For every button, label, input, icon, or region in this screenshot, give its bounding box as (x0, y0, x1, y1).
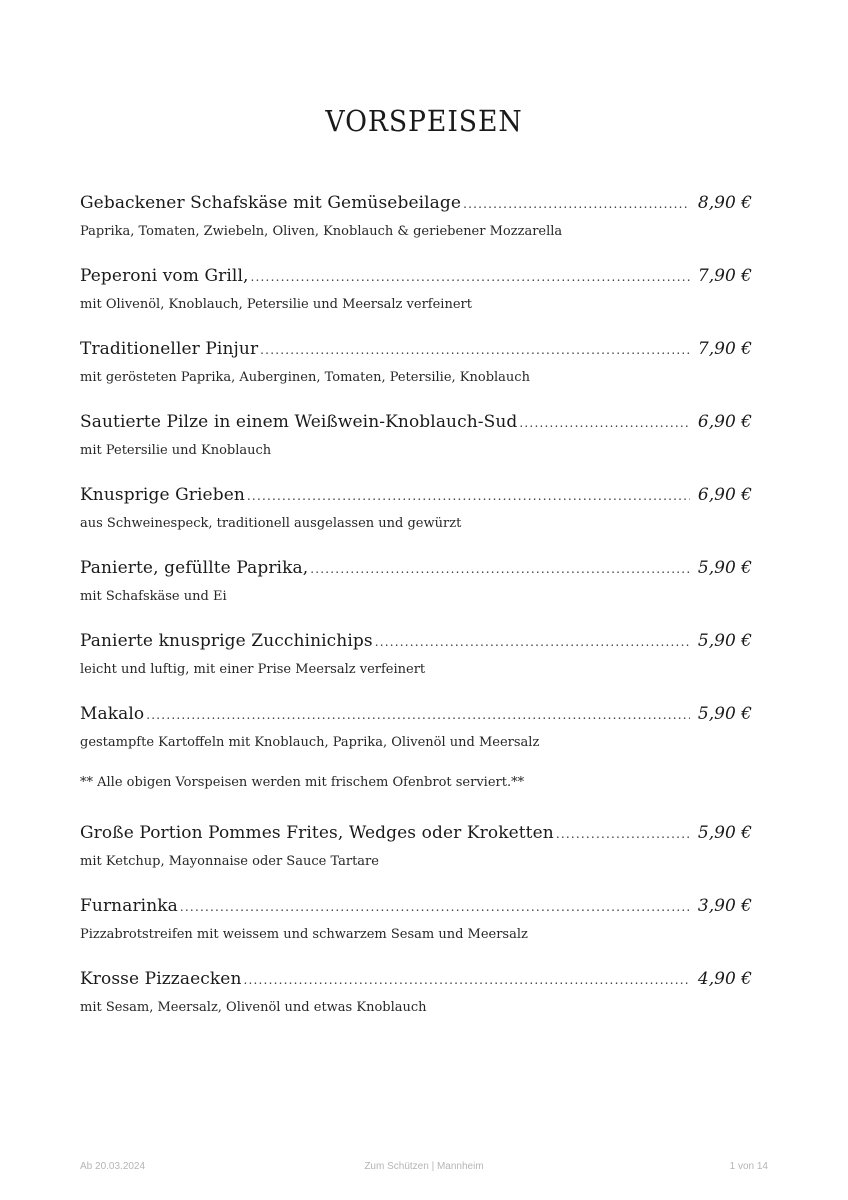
menu-item-name: Große Portion Pommes Frites, Wedges oder Kroketten (80, 823, 554, 843)
menu-item-price: 5,90 € (697, 558, 752, 578)
menu-item-row (80, 193, 752, 221)
menu-item-price: 6,90 € (697, 485, 752, 505)
menu-item-price: 7,90 € (697, 339, 752, 359)
menu-item-description: mit Schafskäse und Ei (80, 589, 227, 604)
menu-item (80, 823, 752, 873)
menu-item-row (80, 558, 752, 586)
dot-leader (260, 343, 690, 357)
menu-item-description: Paprika, Tomaten, Zwiebeln, Oliven, Knoblauch & geriebener Mozzarella (80, 224, 563, 239)
footer-date: Ab 20.03.2024 (80, 1161, 146, 1172)
bread-note: ** Alle obigen Vorspeisen werden mit frischem Ofenbrot serviert.** (80, 775, 525, 790)
menu-item-description: leicht und luftig, mit einer Prise Meersalz verfeinert (80, 662, 426, 677)
footer-page-number: 1 von 14 (729, 1161, 768, 1172)
menu-item-description: mit Sesam, Meersalz, Olivenöl und etwas Knoblauch (80, 1000, 427, 1015)
menu-item-description: gestampfte Kartoffeln mit Knoblauch, Paprika, Olivenöl und Meersalz (80, 735, 540, 750)
menu-item-description: aus Schweinespeck, traditionell ausgelassen und gewürzt (80, 516, 462, 531)
footer-restaurant: Zum Schützen | Mannheim (364, 1161, 484, 1172)
menu-item-name: Knusprige Grieben (80, 485, 245, 505)
menu-item-price: 5,90 € (697, 631, 752, 651)
menu-item-row (80, 485, 752, 513)
menu-item-price: 7,90 € (697, 266, 752, 286)
menu-item (80, 193, 752, 243)
menu-item-price: 3,90 € (697, 896, 752, 916)
menu-item-name: Sautierte Pilze in einem Weißwein-Knoblauch-Sud (80, 412, 518, 432)
menu-item-name: Furnarinka (80, 896, 178, 916)
dot-leader (463, 197, 690, 211)
menu-item (80, 339, 752, 389)
menu-item-description: mit gerösteten Paprika, Auberginen, Tomaten, Petersilie, Knoblauch (80, 370, 530, 385)
menu-item-price: 5,90 € (697, 823, 752, 843)
menu-item-price: 5,90 € (697, 704, 752, 724)
menu-item-price: 8,90 € (697, 193, 752, 213)
dot-leader (247, 489, 690, 503)
menu-item-name: Traditioneller Pinjur (80, 339, 259, 359)
menu-item-row (80, 339, 752, 367)
menu-item-name: Peperoni vom Grill, (80, 266, 249, 286)
menu-item (80, 704, 752, 754)
menu-item-price: 4,90 € (697, 969, 752, 989)
menu-item (80, 969, 752, 1019)
menu-list (80, 193, 752, 1042)
dot-leader (244, 973, 691, 987)
dot-leader (556, 827, 690, 841)
menu-item (80, 266, 752, 316)
menu-item-row (80, 266, 752, 294)
menu-item-name: Panierte knusprige Zucchinichips (80, 631, 373, 651)
menu-item-description: Pizzabrotstreifen mit weissem und schwarzem Sesam und Meersalz (80, 927, 528, 942)
menu-item-price: 6,90 € (697, 412, 752, 432)
dot-leader (310, 562, 690, 576)
menu-item-row (80, 704, 752, 732)
dot-leader (251, 270, 690, 284)
dot-leader (519, 416, 690, 430)
menu-item (80, 485, 752, 535)
menu-item-row (80, 969, 752, 997)
dot-leader (375, 635, 690, 649)
dot-leader (180, 900, 690, 914)
menu-item-row (80, 896, 752, 924)
menu-item-row (80, 412, 752, 440)
menu-item (80, 558, 752, 608)
menu-item-row (80, 631, 752, 659)
menu-item-row (80, 823, 752, 851)
menu-item-name: Krosse Pizzaecken (80, 969, 242, 989)
menu-item-description: mit Ketchup, Mayonnaise oder Sauce Tartare (80, 854, 379, 869)
menu-item (80, 412, 752, 462)
menu-item-description: mit Olivenöl, Knoblauch, Petersilie und Meersalz verfeinert (80, 297, 472, 312)
dot-leader (146, 708, 690, 722)
menu-item-name: Makalo (80, 704, 145, 724)
page-title: VORSPEISEN (325, 104, 523, 138)
menu-item-name: Gebackener Schafskäse mit Gemüsebeilage (80, 193, 462, 213)
menu-item (80, 896, 752, 946)
menu-item-description: mit Petersilie und Knoblauch (80, 443, 272, 458)
menu-item-name: Panierte, gefüllte Paprika, (80, 558, 309, 578)
menu-item (80, 631, 752, 681)
